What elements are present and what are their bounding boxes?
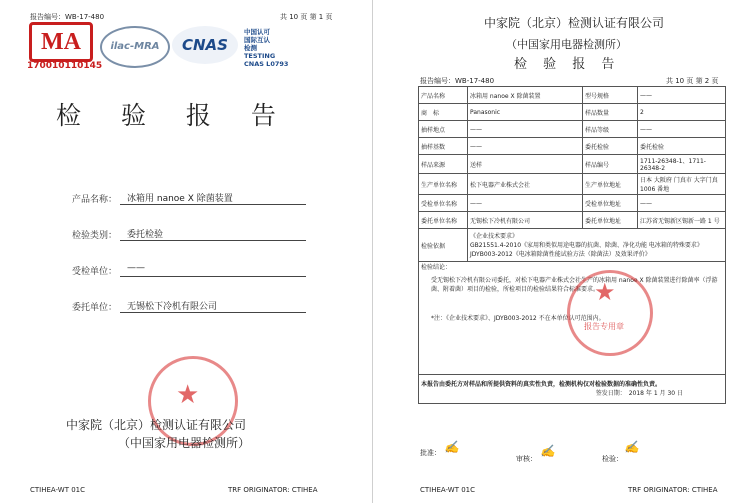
table-row [419,104,726,121]
table-cell: 产品名称 [419,87,468,104]
table-cell: 日本 大阪府 门真市 大字门真 1006 番地 [638,174,726,195]
table-row [419,138,726,155]
seal-label: 报告专用章 [584,322,624,331]
table-cell: 江苏省无锡新区锡新一路 1 号 [638,212,726,229]
footer-form-code: CTIHEA-WT 01C [30,486,86,494]
org-title: 中家院（北京）检测认证有限公司 [484,16,665,30]
table-cell: 受检单位名称 [419,195,468,212]
table-cell: 样品数量 [583,104,638,121]
report-number: 报告编号：WB-17-480 [30,13,105,21]
cma-logo: MA [29,22,93,62]
table-row [419,262,726,375]
table-row [419,375,726,404]
table-cell: —— [638,195,726,212]
client-unit-label: 委托单位： [72,303,118,313]
reviewer-label: 审核： [516,455,537,463]
table-row [419,87,726,104]
seal-star-icon: ★ [594,278,616,306]
table-row [419,195,726,212]
table-cell: 样品等级 [583,121,638,138]
table-cell: —— [468,195,583,212]
table-cell: 无锡松下冷机有限公司 [468,212,583,229]
cma-number: 170010110145 [27,61,103,71]
table-cell: —— [468,121,583,138]
organization-subname: （中国家用电器检测所） [118,436,251,450]
reviewer-signature: ✍ [540,444,555,458]
inspector-label: 检验： [602,455,623,463]
footer-form-code: CTIHEA-WT 01C [420,486,476,494]
table-row [419,174,726,195]
field-underline [120,204,306,205]
table-row [419,121,726,138]
table-cell: 样品来源 [419,155,468,174]
table-cell: —— [468,138,583,155]
disclaimer-cell [419,375,726,404]
page-number: 共 10 页 第 1 页 [280,13,333,21]
table-cell: 型号规格 [583,87,638,104]
table-cell: —— [638,121,726,138]
table-cell: 受检单位地址 [583,195,638,212]
table-row [419,212,726,229]
table-cell: —— [638,87,726,104]
inspected-unit-value: —— [127,263,145,273]
report-number: 报告编号：WB-17-480 [420,77,495,85]
conclusion-label: 检验结论： [421,264,452,271]
table-cell: 松下电器产业株式会社 [468,174,583,195]
field-underline [120,312,306,313]
table-cell: 2 [638,104,726,121]
inspected-unit-label: 受检单位： [72,267,118,277]
table-cell: 委托检验 [638,138,726,155]
client-unit-value: 无锡松下冷机有限公司 [127,302,218,312]
cnas-logo: CNAS [172,26,238,64]
report-info-table [418,86,726,404]
org-subtitle: （中国家用电器检测所） [506,38,627,51]
table-row [419,229,726,262]
table-cell: 冰箱用 nanoe X 除菌装置 [468,87,583,104]
table-cell: 委托检验 [583,138,638,155]
table-cell: 商 标 [419,104,468,121]
table-cell: 1711-26348-1、1711-26348-2 [638,155,726,174]
footer-originator: TRF ORIGINATOR: CTIHEA [628,486,718,494]
sign-date: 签发日期： 2018 年 1 月 30 日 [595,390,683,397]
disclaimer-text: 本报告由委托方对样品和所提供资料的真实性负责，检测机构仅对检验数据的准确性负责。 [421,381,662,388]
table-row [419,155,726,174]
inspection-type-value: 委托检验 [127,230,164,240]
field-underline [120,276,306,277]
report-title: 检 验 报 告 [56,101,292,130]
report-cover-page [0,0,373,503]
product-name-label: 产品名称： [72,195,118,205]
approver-label: 批准： [420,449,441,457]
table-cell: 抽样基数 [419,138,468,155]
table-cell: 送样 [468,155,583,174]
inspection-type-label: 检验类别： [72,231,118,241]
table-cell: 抽样地点 [419,121,468,138]
table-cell: 生产单位地址 [583,174,638,195]
page-number: 共 10 页 第 2 页 [666,77,719,85]
approver-signature: ✍ [444,440,459,454]
conclusion-note: *注：《企业技术要求》、JDYB003-2012 不在本单位认可范围内。 [431,315,605,322]
table-cell: 委托单位名称 [419,212,468,229]
field-underline [120,240,306,241]
organization-name: 中家院（北京）检测认证有限公司 [66,418,247,432]
report-title: 检 验 报 告 [514,57,621,72]
conclusion-text: 受无锡松下冷机有限公司委托，对松下电器产业株式会社生产的冰箱用 nanoe X 除菌装置进行除菌率（浮游菌、附着菌）项目的检验，所检项目的检验结果符合标准要求。 [431,277,718,293]
table-cell: 委托单位地址 [583,212,638,229]
footer-originator: TRF ORIGINATOR: CTIHEA [228,486,318,494]
table-cell: 样品编号 [583,155,638,174]
conclusion-cell [419,262,726,375]
table-cell: 生产单位名称 [419,174,468,195]
table-cell: Panasonic [468,104,583,121]
seal-star-icon: ★ [176,380,200,410]
basis-value: 《企业技术要求》 GB21551.4-2010《家用和类似用途电器的抗菌、除菌、净化功能 电冰箱的特殊要求》 JDYB003-2012《电冰箱除菌性能试验方法（除菌法）及效果评价》 [468,229,726,262]
basis-label: 检验依据 [419,229,468,262]
report-details-page [376,0,750,503]
inspector-signature: ✍ [624,440,639,454]
product-name-value: 冰箱用 nanoe X 除菌装置 [127,194,233,204]
cnas-accreditation-text: 中国认可 国际互认 检测 TESTING CNAS L0793 [244,28,289,68]
ilac-mra-logo: ilac-MRA [100,26,170,68]
